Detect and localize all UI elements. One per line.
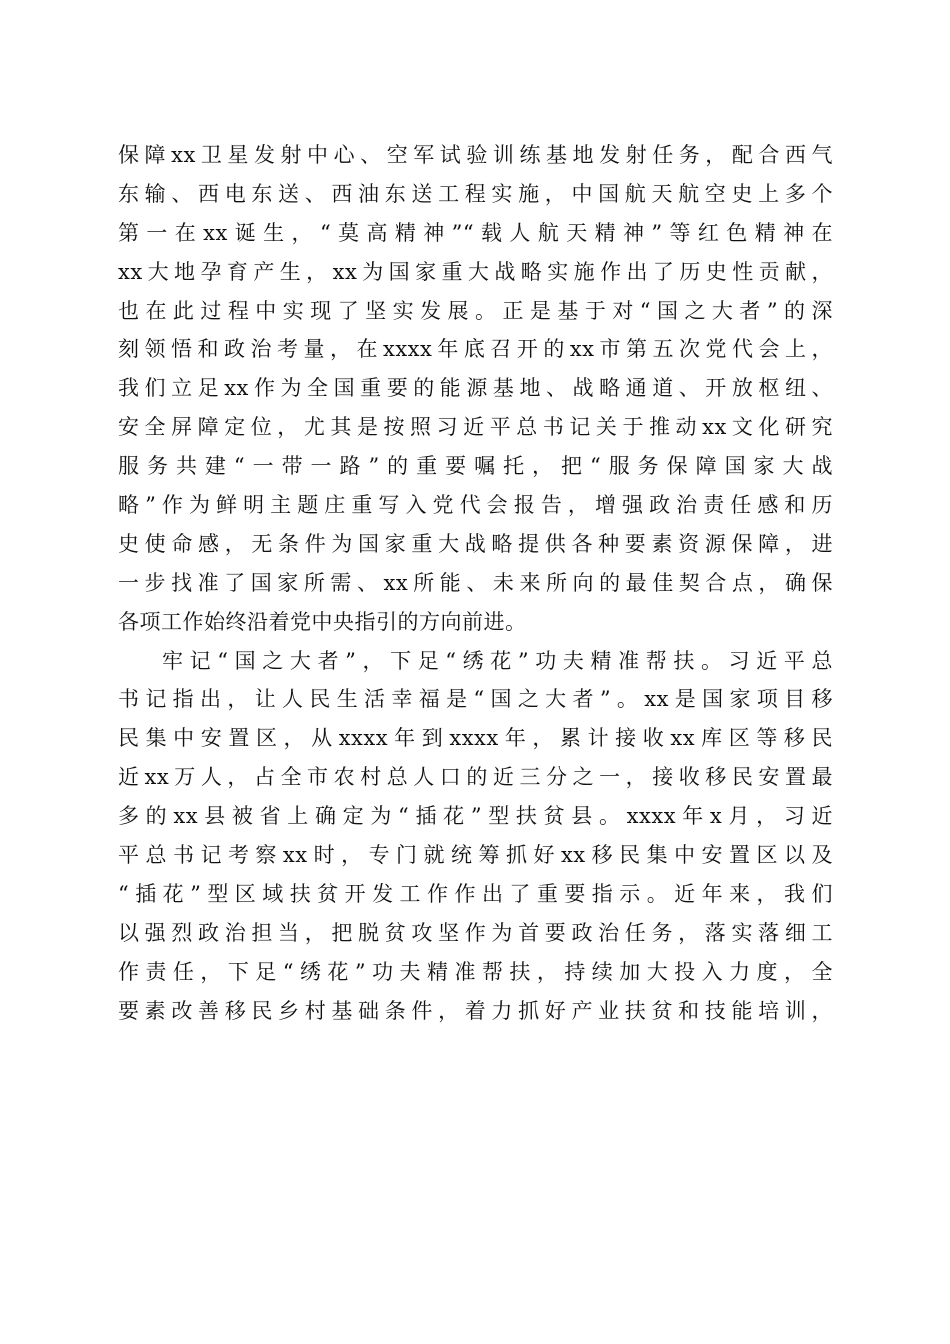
paragraph-2-line: “插花”型区域扶贫开发工作作出了重要指示。近年来，我们 (118, 881, 833, 906)
paragraph-1-line: 略”作为鲜明主题庄重写入党代会报告，增强政治责任感和历 (118, 493, 833, 518)
paragraph-1 (118, 136, 833, 642)
paragraph-1-line: 安全屏障定位，尤其是按照习近平总书记关于推动xx文化研究 (118, 415, 833, 440)
paragraph-2-line: 近xx万人，占全市农村总人口的近三分之一，接收移民安置最 (118, 765, 833, 790)
paragraph-1-line: 保障xx卫星发射中心、空军试验训练基地发射任务，配合西气 (118, 143, 833, 167)
paragraph-1-line: 史使命感，无条件为国家重大战略提供各种要素资源保障，进 (118, 531, 833, 556)
paragraph-2-line: 牢记“国之大者”，下足“绣花”功夫精准帮扶。习近平总 (162, 648, 833, 673)
paragraph-1-line: 各项工作始终沿着党中央指引的方向前进。 (118, 609, 527, 634)
paragraph-2-line: 作责任，下足“绣花”功夫精准帮扶，持续加大投入力度，全 (118, 959, 833, 984)
paragraph-1-line: 东输、西电东送、西油东送工程实施，中国航天航空史上多个 (118, 181, 833, 206)
paragraph-1-line: 一步找准了国家所需、xx所能、未来所向的最佳契合点，确保 (118, 570, 833, 595)
paragraph-2 (118, 642, 833, 1031)
paragraph-2-line: 多的xx县被省上确定为“插花”型扶贫县。xxxx年x月，习近 (118, 804, 833, 829)
paragraph-2-line: 民集中安置区，从xxxx年到xxxx年，累计接收xx库区等移民 (118, 726, 833, 751)
paragraph-1-line: xx大地孕育产生，xx为国家重大战略实施作出了历史性贡献， (118, 259, 833, 284)
paragraph-1-line: 刻领悟和政治考量，在xxxx年底召开的xx市第五次党代会上， (118, 337, 833, 362)
paragraph-2-line: 要素改善移民乡村基础条件，着力抓好产业扶贫和技能培训， (118, 998, 833, 1023)
paragraph-1-line: 我们立足xx作为全国重要的能源基地、战略通道、开放枢纽、 (118, 376, 833, 401)
paragraph-2-line: 以强烈政治担当，把脱贫攻坚作为首要政治任务，落实落细工 (118, 920, 833, 945)
paragraph-1-line: 第一在xx诞生，“莫高精神”“载人航天精神”等红色精神在 (118, 220, 833, 245)
paragraph-2-line: 书记指出，让人民生活幸福是“国之大者”。xx是国家项目移 (118, 687, 833, 712)
paragraph-2-line: 平总书记考察xx时，专门就统筹抓好xx移民集中安置区以及 (118, 843, 833, 868)
paragraph-1-line: 也在此过程中实现了坚实发展。正是基于对“国之大者”的深 (118, 298, 833, 323)
paragraph-1-line: 服务共建“一带一路”的重要嘱托，把“服务保障国家大战 (118, 454, 833, 479)
document-body (118, 136, 833, 1030)
